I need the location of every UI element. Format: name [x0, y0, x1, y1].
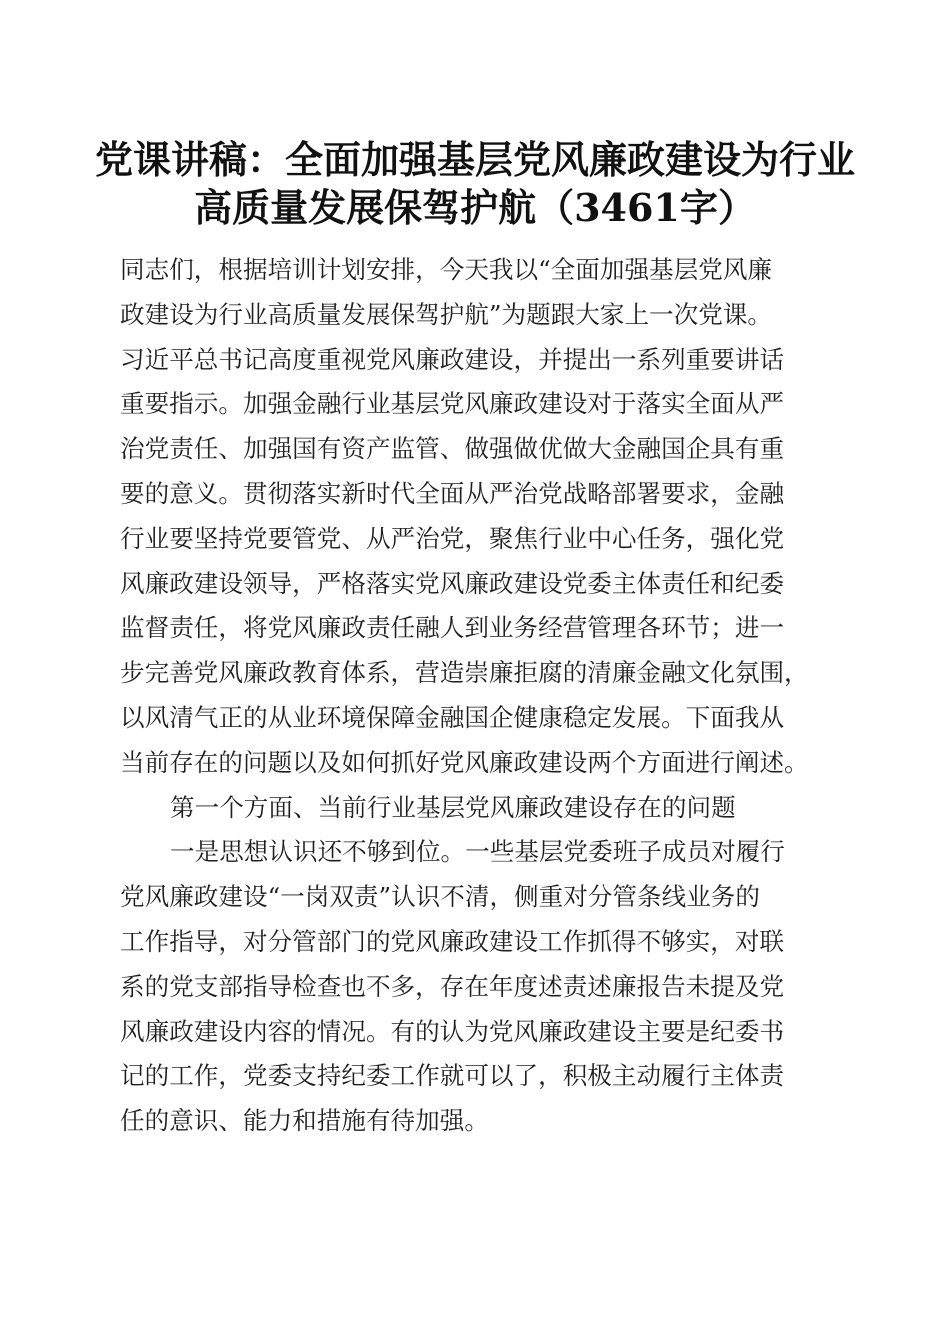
intro-line: 风廉政建设领导，严格落实党风廉政建设党委主体责任和纪委 [120, 568, 785, 598]
point-one-line: 任的意识、能力和措施有待加强。 [120, 1106, 489, 1136]
point-one-line: 风廉政建设内容的情况。有的认为党风廉政建设主要是纪委书 [120, 1016, 785, 1046]
intro-line: 政建设为行业高质量发展保驾护航”为题跟大家上一次党课。 [120, 299, 773, 329]
point-one-line: 记的工作，党委支持纪委工作就可以了，积极主动履行主体责 [120, 1061, 785, 1091]
intro-line: 当前存在的问题以及如何抓好党风廉政建设两个方面进行阐述。 [120, 747, 809, 777]
intro-line: 要的意义。贯彻落实新时代全面从严治党战略部署要求，金融 [120, 478, 785, 508]
intro-line: 治党责任、加强国有资产监管、做强做优做大金融国企具有重 [120, 434, 785, 464]
point-one-line: 工作指导，对分管部门的党风廉政建设工作抓得不够实，对联 [120, 926, 785, 956]
section-heading: 第一个方面、当前行业基层党风廉政建设存在的问题 [170, 792, 736, 822]
title-line-1: 党课讲稿：全面加强基层党风廉政建设为行业 [94, 137, 855, 182]
title-line-2: 高质量发展保驾护航（3461字） [194, 185, 756, 230]
intro-line: 行业要坚持党要管党、从严治党，聚焦行业中心任务，强化党 [120, 523, 785, 553]
intro-line: 以风清气正的从业环境保障金融国企健康稳定发展。下面我从 [120, 702, 785, 732]
point-one-line: 系的党支部指导检查也不多，存在年度述责述廉报告未提及党 [120, 971, 785, 1001]
intro-line: 习近平总书记高度重视党风廉政建设，并提出一系列重要讲话 [120, 344, 785, 374]
intro-line: 步完善党风廉政教育体系，营造崇廉拒腐的清廉金融文化氛围， [120, 658, 809, 688]
intro-paragraph [120, 248, 830, 786]
document-body [120, 248, 830, 1144]
intro-line: 监督责任，将党风廉政责任融人到业务经营管理各环节；进一 [120, 613, 785, 643]
point-one-paragraph [120, 830, 830, 1144]
point-one-lead-line: 一是思想认识还不够到位。一些基层党委班子成员对履行 [170, 837, 785, 867]
intro-line: 重要指示。加强金融行业基层党风廉政建设对于落实全面从严 [120, 389, 785, 419]
section-heading-block [120, 786, 830, 831]
point-one-line: 党风廉政建设“一岗双责”认识不清，侧重对分管条线业务的 [120, 882, 760, 912]
intro-line: 同志们，根据培训计划安排，今天我以“全面加强基层党风廉 [120, 255, 773, 284]
document-title [80, 136, 870, 232]
